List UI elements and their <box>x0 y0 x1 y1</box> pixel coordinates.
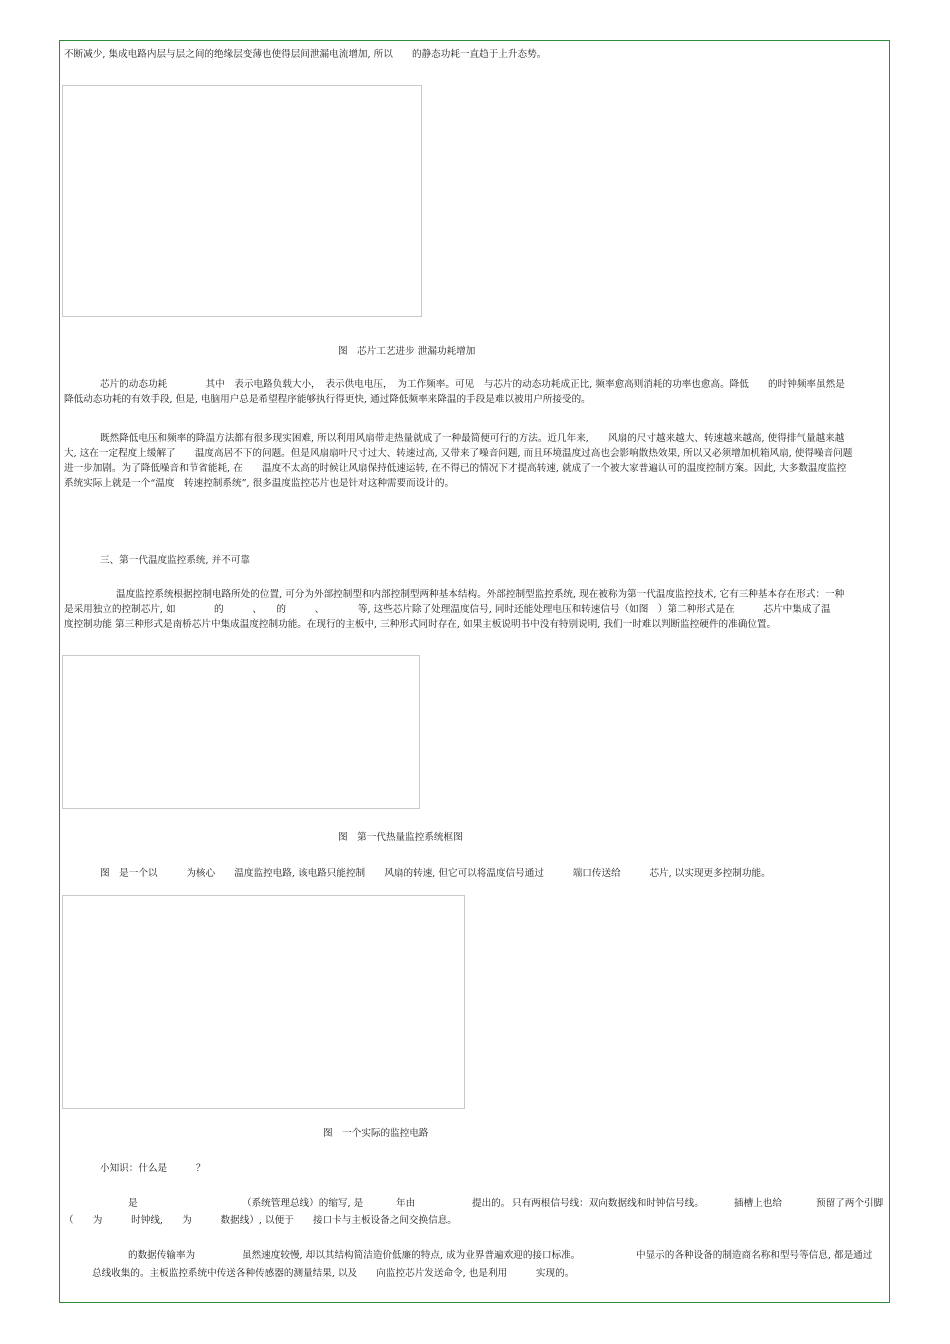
tip-def-two-lines: 只有两根信号线：双向数据线和时钟信号线。 <box>512 1198 704 1209</box>
tip-rate-devices: 中显示的各种设备的制造商名称和型号等信息, 都是通过 <box>636 1250 873 1261</box>
tip-rate-line2: 总线收集的。主板监控系统中传送各种传感器的测量结果, 以及 向监控芯片发送命令, 也是利用 实现的。 <box>92 1268 575 1279</box>
intro-paragraph: 不断减少, 集成电路内层与层之间的绝缘层变薄也使得层间泄漏电流增加, 所以 的静态功耗一直趋于上升态势。 <box>64 49 547 60</box>
tip-def-line2: （ 为 时钟线, 为 数据线）, 以便于 接口卡与主板设备之间交换信息。 <box>64 1215 457 1226</box>
tip-def-slot: 插槽上也给 <box>734 1198 782 1209</box>
structure-line: 是采用独立的控制芯片, 如 的 、 的 、 等, 这些芯片除了处理温度信号, 同时还能处理电压和转速信号（如图 ）第二种形式是在 芯片中集成了温 <box>64 604 831 615</box>
tip-def-proposed: 提出的。 <box>472 1198 511 1209</box>
fan-cooling-line: 系统实际上就是一个“温度 转速控制系统”, 很多温度监控芯片也是针对这种需要而设计的。 <box>64 478 455 489</box>
tip-rate: 的数据传输率为 <box>128 1250 196 1261</box>
tip-def-pins: 预留了两个引脚 <box>816 1198 884 1209</box>
dynamic-power-line: 降低动态功耗的有效手段, 但是, 电脑用户总是希望程序能够执行得更快, 通过降低频率来降温的手段是难以被用户所接受的。 <box>64 394 591 405</box>
figure-monitor-circuit-image <box>62 895 465 1109</box>
tip-rate-slow: 虽然速度较慢, 却以其结构简洁造价低廉的特点, 成为业界普遍欢迎的接口标准。 <box>242 1250 581 1261</box>
tip-def-year: 年由 <box>396 1198 416 1209</box>
structure-paragraph <box>64 587 886 632</box>
structure-line: 温度监控系统根据控制电路所处的位置, 可分为外部控制型和内部控制型两种基本结构。外部控制型监控系统, 现在被称为第一代温度监控技术, 它有三种基本存在形式：一种 <box>116 589 845 600</box>
dynamic-power-paragraph <box>64 377 886 407</box>
figure-chip-leakage-image <box>62 85 422 317</box>
fan-cooling-line: 大, 这在一定程度上缓解了 温度高居不下的问题。但是风扇扇叶尺寸过大、转速过高, 又带来了噪音问题, 而且环境温度过高也会影响散热效果, 所以又必须增加机箱风扇, 使得噪音问题 <box>64 448 853 459</box>
figure-caption-chip-leakage: 图 芯片工艺进步 泄漏功耗增加 <box>338 346 476 357</box>
figure-first-gen-diagram-image <box>62 655 420 809</box>
fan-cooling-line: 既然降低电压和频率的降温方法都有很多现实困难, 所以利用风扇带走热量就成了一种最简便可行的方法。近几年来, 风扇的尺寸越来越大、转速越来越高, 使得排气量越来越 <box>100 433 845 444</box>
fan-cooling-paragraph <box>64 431 886 491</box>
figure-caption-monitor-circuit: 图 一个实际的监控电路 <box>323 1128 429 1139</box>
structure-line: 度控制功能 第三种形式是南桥芯片中集成温度控制功能。在现行的主板中, 三种形式同时存在, 如果主板说明书中没有特别说明, 我们一时难以判断监控硬件的准确位置。 <box>64 619 777 630</box>
tip-def-smbus: （系统管理总线）的缩写, 是 <box>242 1198 364 1209</box>
dynamic-power-line: 芯片的动态功耗 其中 表示电路负载大小， 表示供电电压， 为工作频率。可见 与芯片的动态功耗成正比, 频率愈高则消耗的功率也愈高。降低 的时钟频率虽然是 <box>100 379 845 390</box>
section-heading: 三、第一代温度监控系统, 并不可靠 <box>100 555 251 566</box>
tip-def-is: 是 <box>128 1198 138 1209</box>
figure3-intro-paragraph: 图 是一个以 为核心 温度监控电路, 该电路只能控制 风扇的转速, 但它可以将温度信号通过 端口传送给 芯片, 以实现更多控制功能。 <box>100 868 771 879</box>
tip-heading: 小知识：什么是 ？ <box>100 1163 206 1174</box>
figure-caption-first-gen: 图 第一代热量监控系统框图 <box>338 832 463 843</box>
fan-cooling-line: 进一步加剧。为了降低噪音和节省能耗, 在 温度不太高的时候让风扇保持低速运转, 在不得已的情况下才提高转速, 就成了一个被大家普遍认可的温度控制方案。因此, 大多数温度监控 <box>64 463 847 474</box>
